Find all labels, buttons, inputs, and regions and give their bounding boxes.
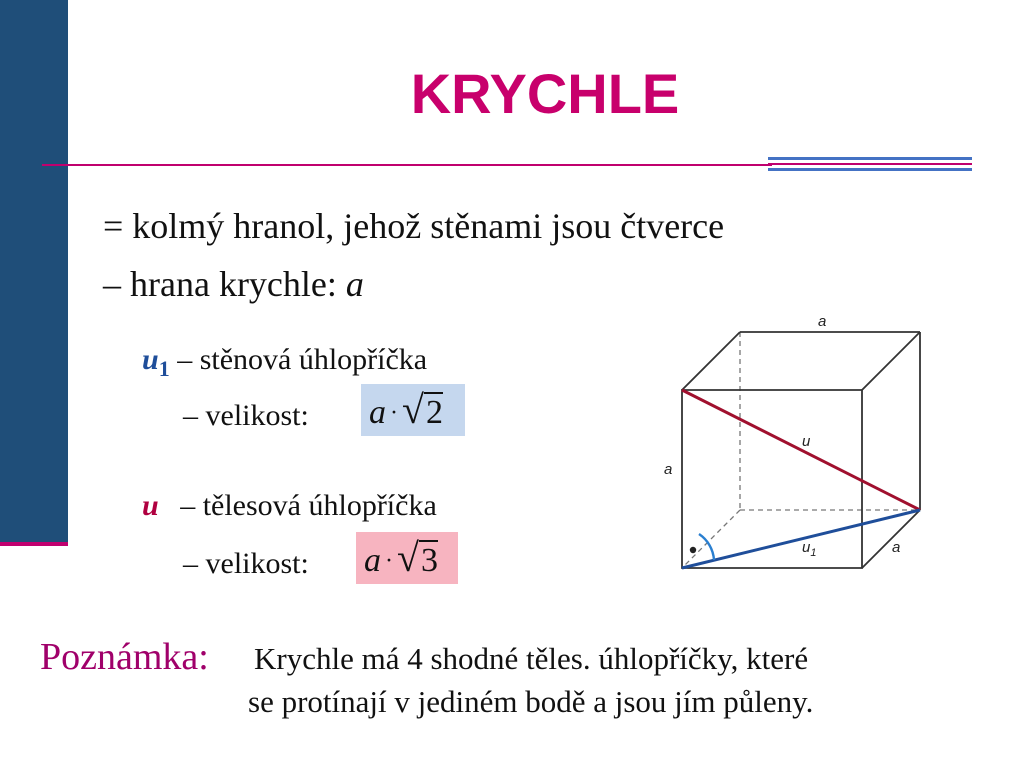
front-face: [682, 390, 862, 568]
edge-top-left: [682, 332, 740, 390]
space-diagonal-description: – tělesová úhlopříčka: [180, 489, 437, 522]
label-space-diagonal: u: [802, 433, 811, 450]
title-divider-block: [768, 157, 972, 179]
label-left-edge: a: [664, 461, 673, 478]
slide-title: KRYCHLE: [410, 62, 680, 125]
label-top-edge: a: [818, 313, 827, 330]
cube-diagram: [652, 310, 922, 580]
space-diagonal-size-label: – velikost:: [183, 547, 309, 580]
note-line-2: se protínají v jediném bodě a jsou jím půleny.: [248, 684, 814, 719]
edge-symbol: a: [345, 264, 364, 304]
space-diagonal-row: [142, 488, 437, 524]
note-label: Poznámka:: [40, 636, 209, 678]
right-angle-dot: [690, 547, 696, 553]
edge-prefix: – hrana krychle:: [103, 264, 346, 304]
space-diagonal-formula: a · √3: [356, 532, 458, 584]
edge-line: [103, 263, 364, 305]
face-diagonal-formula: a · √2: [361, 384, 465, 436]
face-diagonal-line: [682, 510, 920, 568]
face-diagonal-symbol: $u_1$: [142, 343, 170, 381]
space-diagonal-symbol: u: [142, 489, 159, 522]
face-diagonal-row: [142, 342, 427, 387]
definition-text: = kolmý hranol, jehož stěnami jsou čtverce: [103, 206, 725, 246]
edge-bottom-right: [862, 510, 920, 568]
space-diagonal-line: [682, 390, 920, 510]
face-diagonal-size-label: – velikost:: [183, 399, 309, 432]
note-line-1: Krychle má 4 shodné těles. úhlopříčky, které: [254, 641, 809, 676]
label-bottom-right-edge: a: [892, 539, 901, 556]
edge-top-right: [862, 332, 920, 390]
title-divider: [42, 164, 772, 166]
hidden-edge-left: [682, 510, 740, 568]
label-face-diagonal: $u_1$: [802, 539, 817, 559]
face-diagonal-description: – stěnová úhlopříčka: [177, 343, 428, 376]
side-bar-accent: [0, 542, 68, 546]
